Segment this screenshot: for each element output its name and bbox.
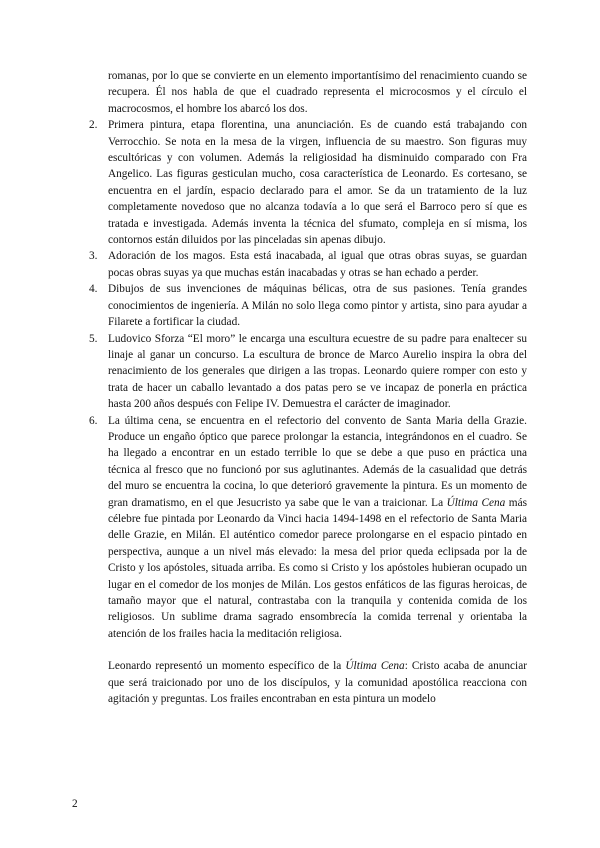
list-item — [89, 331, 527, 413]
closing-paragraph — [108, 658, 527, 707]
list-item-text: Dibujos de sus invenciones de máquinas bélicas, otra de sus pasiones. Tenía grandes conocimientos de ingeniería. A Milán no solo llega como pintor y artista, sino para ayudar a Filarete a fortificar la ciudad. — [108, 283, 527, 329]
paragraph-text: Leonardo representó un momento específico de la — [108, 660, 346, 673]
page-body — [89, 68, 527, 707]
numbered-list — [89, 117, 527, 642]
list-item-number: 3. — [89, 250, 98, 263]
list-item — [89, 281, 527, 330]
list-item-text: más célebre fue pintada por Leonardo da Vinci hacia 1494-1498 en el refectorio de Santa Maria delle Grazie, en Milán. El auténtico comedor parece prolongarse en el espacio pintado en perspectiva, aunque a un nivel más elevado: la mesa del prior queda eclipsada por la de Cristo y los apóstoles, situada arriba. Es como si Cristo y los apóstoles hubieran ocupado un lugar en el comedor de los monjes de Milán. Los gestos enfáticos de las figuras heroicas, de tamaño mayor que el natural, contrastaba con la tranquila y contenida comida de los religiosos. Un sublime drama sagrado ensombrecía la comida terrenal y orientaba la atención de los frailes hacia la meditación religiosa. — [108, 496, 527, 640]
list-item-text: Adoración de los magos. Esta está inacabada, al igual que otras obras suyas, se guardan pocas obras suyas ya que muchas están inacabadas y otras se han echado a perder. — [108, 250, 527, 279]
list-item-text: Ludovico Sforza “El moro” le encarga una escultura ecuestre de su padre para enaltecer su linaje al ganar un concurso. La escultura de bronce de Marco Aurelio inspira la obra del renacimiento de los generales que dirigen a las tropas. Leonardo quiere romper con esto y trata de hacer un caballo levantado a dos patas pero se ve incapaz de ponerla en práctica hasta 200 años después con Felipe IV. Demuestra el carácter de imaginador. — [108, 332, 527, 411]
paragraph-text: : Cristo acaba de anunciar que será traicionado por uno de los discípulos, y la comunidad apostólica reacciona con agitación y preguntas. Los frailes encontraban en esta pintura un modelo — [108, 660, 527, 706]
list-item — [89, 117, 527, 248]
list-item — [89, 248, 527, 281]
list-item — [89, 413, 527, 643]
italic-title: Última Cena — [345, 660, 405, 673]
italic-title: Última Cena — [446, 496, 506, 509]
list-item-number: 5. — [89, 332, 98, 345]
page-number: 2 — [72, 798, 78, 810]
continuation-paragraph: romanas, por lo que se convierte en un elemento importantísimo del renacimiento cuando se recupera. Él nos habla de que el cuadrado representa el microcosmos y el círculo el macrocosmos, el hombre los abarcó los dos. — [108, 70, 527, 115]
list-item-number: 6. — [89, 414, 98, 427]
list-item-text: La última cena, se encuentra en el refectorio del convento de Santa Maria della Grazie. Produce un engaño óptico que parece prolongar la estancia, integrándonos en el cuadro. Se ha llegado a encontrar en un estado terrible lo que se debe a que puso en práctica una técnica al fresco que no funcionó por sus aglutinantes. Además de la casualidad que detrás del muro se encuentra la cocina, lo que deterioró gravemente la pintura. Es un momento de gran dramatismo, en el que Jesucristo ya sabe que le van a traicionar. La — [108, 414, 527, 509]
list-item-number: 2. — [89, 119, 98, 132]
list-item-number: 4. — [89, 283, 98, 296]
list-item-text: Primera pintura, etapa florentina, una anunciación. Es de cuando está trabajando con Verrocchio. Se nota en la mesa de la virgen, influencia de su maestro. Son figuras muy escultóricas y con volumen. Además la religiosidad ha disminuido comparado con Fra Angelico. Las figuras gesticulan mucho, cosa característica de Leonardo. Es cortesano, se encuentra en el jardín, espacio declarado para el amor. Se da un tratamiento de la luz completamente novedoso que no alcanza todavía a lo que será el Barroco pero sí que es tratada e investigada. Además inventa la técnica del sfumato, compleja en sí misma, los contornos están diluidos por las pinceladas sin apenas dibujo. — [108, 119, 527, 247]
